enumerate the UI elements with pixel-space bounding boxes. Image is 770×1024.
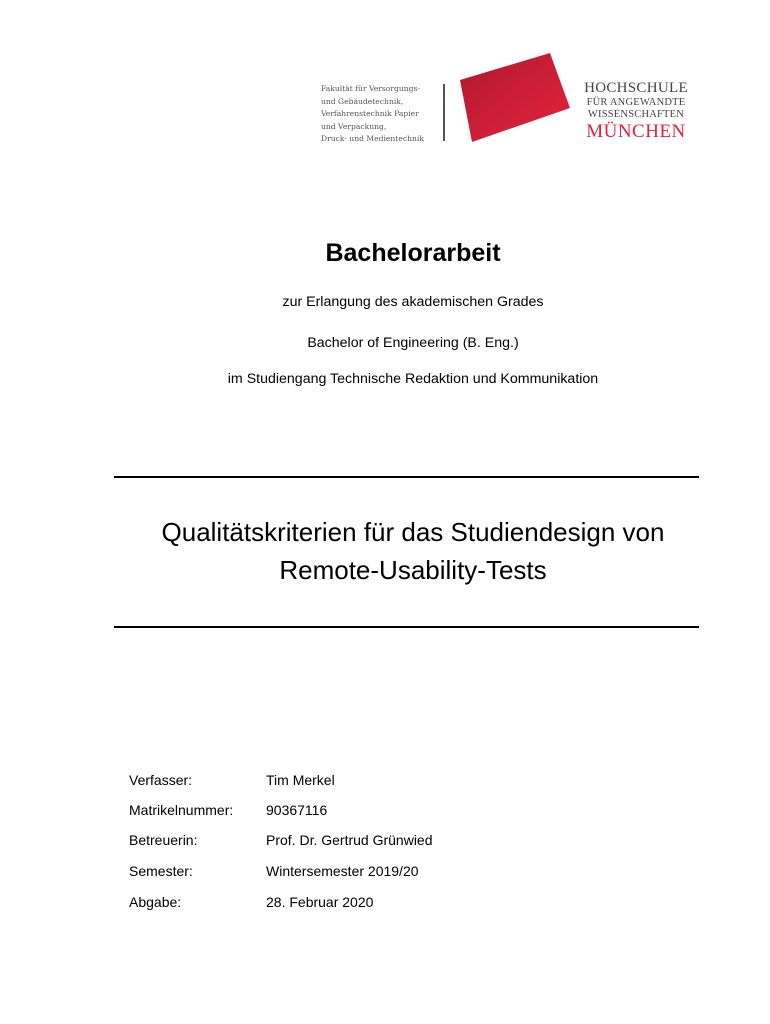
thesis-title-line: Qualitätskriterien für das Studiendesign von bbox=[161, 517, 665, 547]
info-value: Wintersemester 2019/20 bbox=[266, 863, 419, 879]
info-value: 28. Februar 2020 bbox=[266, 894, 374, 910]
logo-shape bbox=[460, 53, 570, 142]
info-label: Betreuerin: bbox=[129, 832, 198, 848]
university-city: MÜNCHEN bbox=[586, 121, 686, 142]
info-value: Tim Merkel bbox=[266, 772, 335, 788]
study-program: im Studiengang Technische Redaktion und Kommunikation bbox=[227, 371, 599, 387]
faculty-name bbox=[321, 83, 436, 146]
faculty-line: Fakultät für Versorgungs- bbox=[321, 84, 420, 93]
info-label: Verfasser: bbox=[129, 772, 193, 788]
university-name-line: WISSENSCHAFTEN bbox=[587, 109, 685, 120]
thesis-title-line: Remote-Usability-Tests bbox=[279, 555, 547, 585]
title-rule-top bbox=[114, 476, 699, 478]
thesis-title bbox=[0, 513, 770, 589]
title-rule-bottom bbox=[114, 626, 699, 628]
university-logo-icon bbox=[452, 50, 572, 145]
info-value: 90367116 bbox=[266, 802, 328, 818]
document-type: Bachelorarbeit bbox=[325, 239, 501, 267]
header-divider bbox=[443, 84, 445, 141]
info-value: Prof. Dr. Gertrud Grünwied bbox=[266, 832, 433, 848]
faculty-line: und Verpackung, bbox=[321, 121, 387, 131]
info-label: Abgabe: bbox=[129, 894, 182, 910]
faculty-line: Druck- und Medientechnik bbox=[321, 134, 424, 144]
info-label: Matrikelnummer: bbox=[129, 802, 234, 818]
university-name-line: FÜR ANGEWANDTE bbox=[586, 97, 686, 108]
faculty-line: Verfahrenstechnik Papier bbox=[321, 109, 419, 119]
degree-name: Bachelor of Engineering (B. Eng.) bbox=[307, 335, 519, 351]
info-label: Semester: bbox=[129, 863, 193, 879]
university-name bbox=[575, 80, 697, 143]
university-name-line: HOCHSCHULE bbox=[584, 80, 688, 96]
degree-purpose: zur Erlangung des akademischen Grades bbox=[282, 294, 544, 310]
faculty-line: und Gebäudetechnik, bbox=[321, 96, 404, 106]
